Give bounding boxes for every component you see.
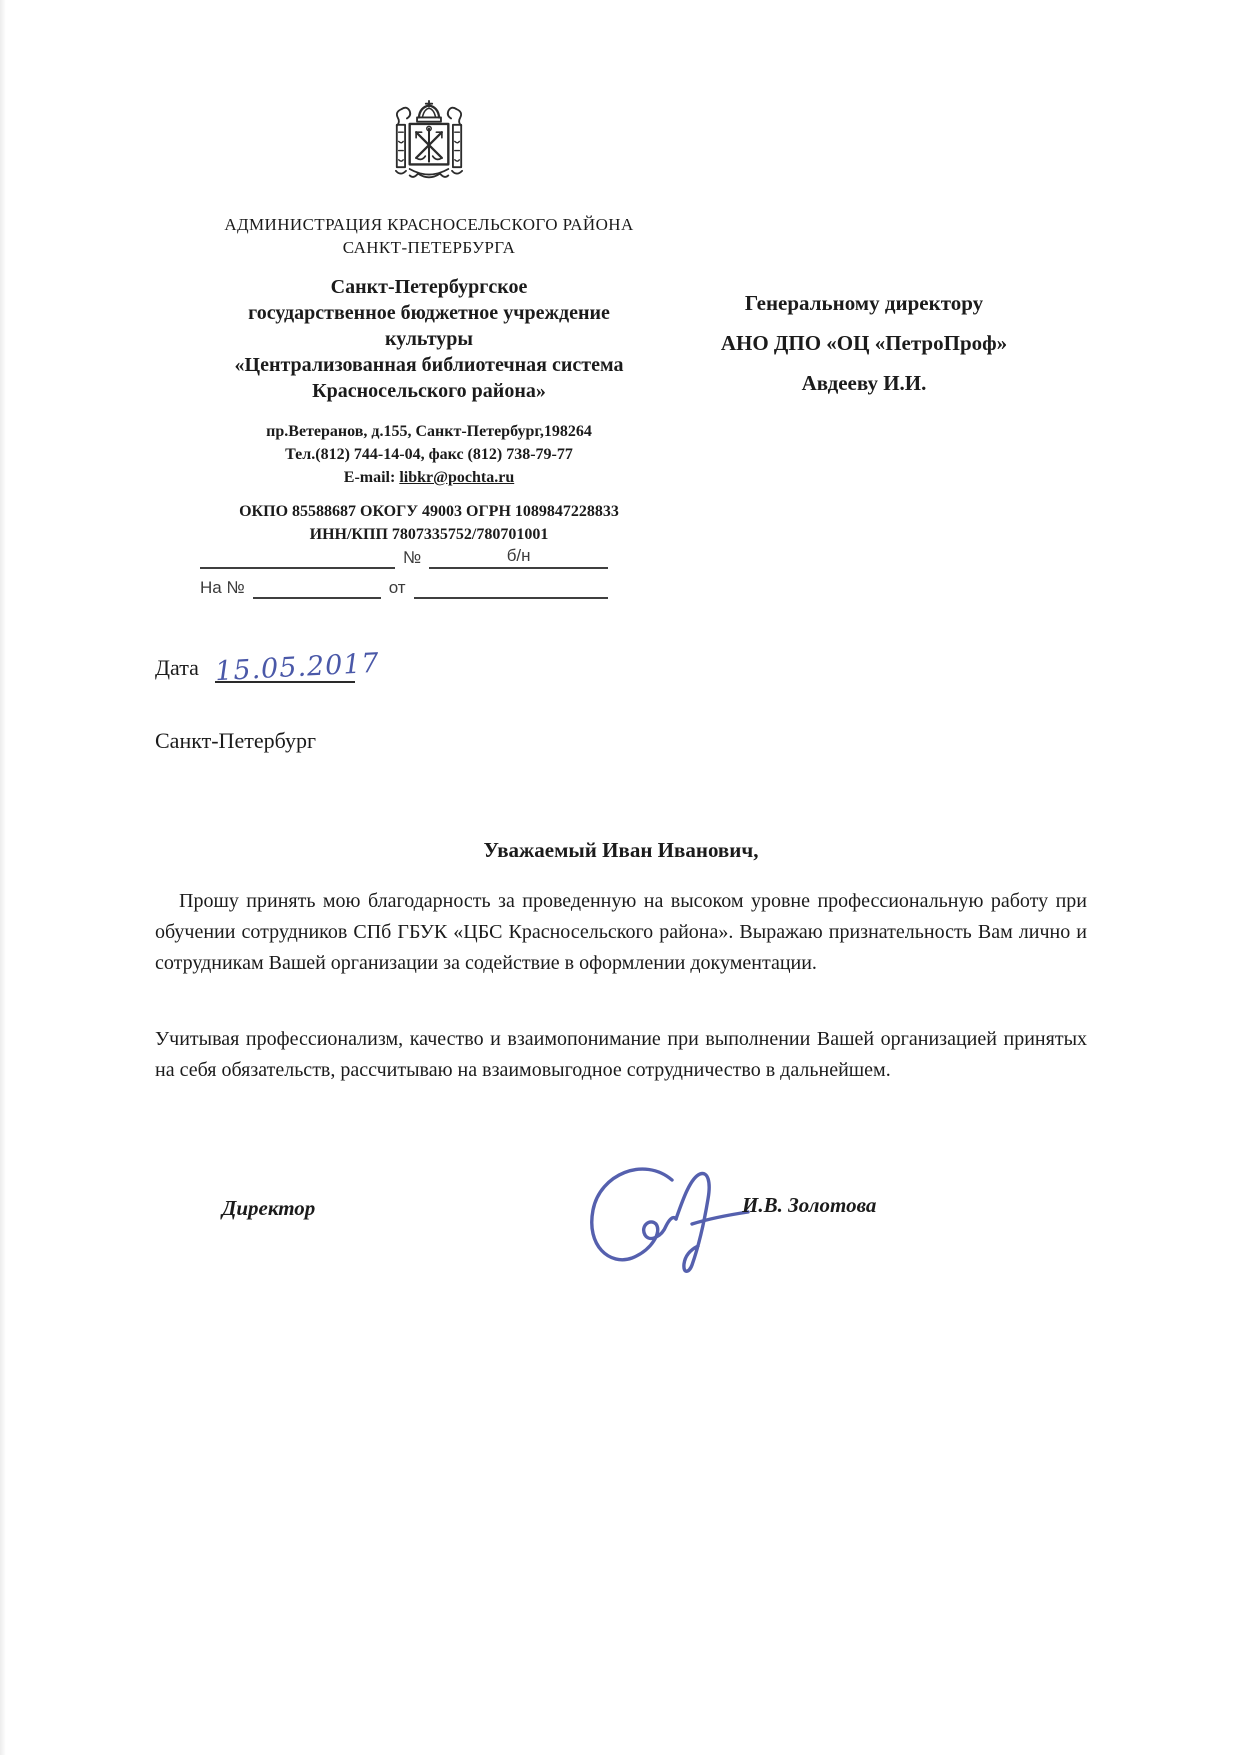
outgoing-number-field: б/н <box>429 546 608 569</box>
addressee-block <box>698 283 1030 403</box>
organization-name-line: Санкт-Петербургское <box>330 276 528 298</box>
letterhead <box>150 95 708 546</box>
registration-codes <box>150 500 708 546</box>
email-line <box>150 466 708 489</box>
reference-block <box>200 542 608 599</box>
from-label: от <box>388 578 406 597</box>
contact-info <box>150 420 708 489</box>
organization-name-line: культуры <box>384 328 474 350</box>
administration-name-line2: САНКТ-ПЕТЕРБУРГА <box>342 238 516 257</box>
spb-coat-of-arms-icon <box>383 95 475 197</box>
codes-line2: ИНН/КПП 7807335752/780701001 <box>309 526 549 543</box>
administration-name-line1: АДМИНИСТРАЦИЯ КРАСНОСЕЛЬСКОГО РАЙОНА <box>224 215 634 234</box>
email-label: E-mail: <box>343 469 396 486</box>
outgoing-reference-row <box>200 542 608 569</box>
phone-fax: Тел.(812) 744-14-04, факс (812) 738-79-77 <box>285 446 573 463</box>
date-field <box>214 647 381 688</box>
organization-name-line: Красносельского района» <box>312 380 546 402</box>
handwritten-date: 15.05.2017 <box>214 647 381 688</box>
place-name: Санкт-Петербург <box>155 728 316 753</box>
signer-title: Директор <box>222 1196 316 1220</box>
incoming-number-blank-field <box>253 597 381 599</box>
salutation: Уважаемый Иван Иванович, <box>483 838 759 862</box>
signer-name: И.В. Золотова <box>742 1193 877 1217</box>
date-label: Дата <box>155 655 199 680</box>
postal-address: пр.Ветеранов, д.155, Санкт-Петербург,198264 <box>266 423 592 440</box>
incoming-date-blank-field <box>414 597 608 599</box>
number-label: № <box>403 548 422 567</box>
date-line <box>155 647 381 688</box>
organization-name <box>150 274 708 404</box>
addressee-organization: АНО ДПО «ОЦ «ПетроПроф» <box>720 331 1008 355</box>
addressee-name: Авдееву И.И. <box>801 371 927 395</box>
in-reply-label: На № <box>200 578 245 597</box>
handwritten-signature <box>572 1162 752 1277</box>
organization-name-line: государственное бюджетное учреждение <box>248 302 610 324</box>
addressee-position: Генеральному директору <box>744 291 984 315</box>
outgoing-date-blank-field <box>200 567 395 569</box>
body-paragraph-2: Учитывая профессионализм, качество и взаимопонимание при выполнении Вашей организацией принятых на себя обязательств, рассчитываю на взаимовыгодное сотрудничество в дальнейшем. <box>155 1028 1087 1081</box>
organization-name-line: «Централизованная библиотечная система <box>234 354 624 376</box>
body-paragraph-1: Прошу принять мою благодарность за проведенную на высоком уровне профессиональную работу при обучении сотрудников СПб ГБУК «ЦБС Красносельского района». Выражаю признательность Вам лично и сотрудникам Вашей организации за содействие в оформлении документации. <box>155 890 1087 974</box>
codes-line1: ОКПО 85588687 ОКОГУ 49003 ОГРН 1089847228833 <box>239 503 619 520</box>
email-address: libkr@pochta.ru <box>399 469 515 486</box>
incoming-reference-row <box>200 572 608 599</box>
